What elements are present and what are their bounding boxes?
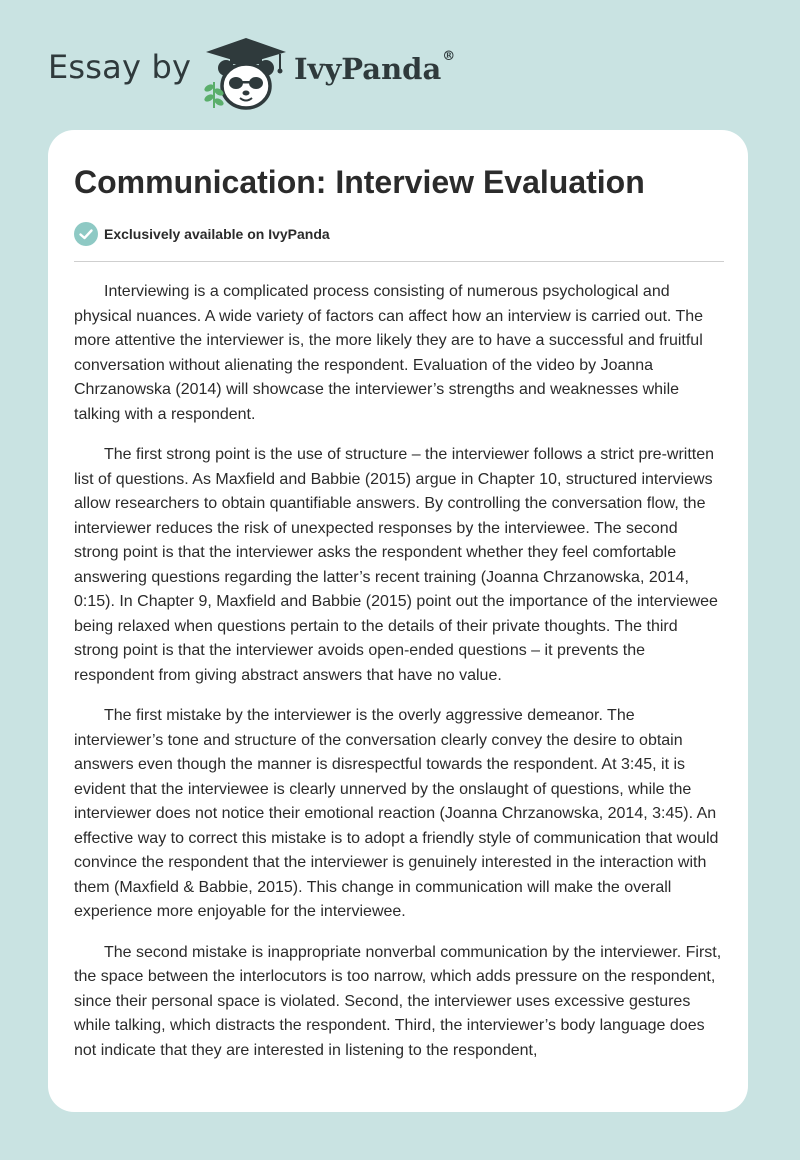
article-body [74,280,724,1079]
article-title: Communication: Interview Evaluation [74,164,645,200]
panda-graduate-logo-icon[interactable] [200,36,292,112]
exclusive-badge [74,222,330,246]
brand-name-text: IvyPanda [294,52,442,86]
paragraph: The first strong point is the use of structure – the interviewer follows a strict pre-written list of questions. As Maxfield and Babbie (2015) argue in Chapter 10, structured interviews allow researchers to obtain quantifiable answers. By controlling the conversation flow, the interviewer reduces the risk of unexpected responses by the interviewee. The second strong point is that the interviewer asks the respondent whether they feel comfortable answering questions regarding the latter’s recent training (Joanna Chrzanowska, 2014, 0:15). In Chapter 9, Maxfield and Babbie (2015) point out the importance of the interviewee being relaxed when questions pertain to the details of their private thoughts. The third strong point is that the interviewer avoids open-ended questions – it prevents the respondent from giving abstract answers that have no value. [74,446,718,684]
paragraph: The first mistake by the interviewer is the overly aggressive demeanor. The interviewer’s tone and structure of the conversation clearly convey the desire to obtain answers even though the manner is disrespectful towards the respondent. At 3:45, it is evident that the interviewee is clearly unnerved by the onslaught of questions, while the interviewer does not notice their emotional reaction (Joanna Chrzanowska, 2014, 3:45). An effective way to correct this mistake is to adopt a friendly style of communication that would convince the respondent that the interviewer is genuinely interested in the interaction with them (Maxfield & Babbie, 2015). This change in communication will make the overall experience more enjoyable for the interviewee. [74,707,719,920]
site-header [0,0,800,120]
check-circle-icon [74,222,98,246]
brand-name[interactable] [294,49,456,86]
exclusive-badge-label: Exclusively available on IvyPanda [104,226,330,242]
paragraph: Interviewing is a complicated process consisting of numerous psychological and physical nuances. A wide variety of factors can affect how an interview is carried out. The more attentive the interviewer is, the more likely they are to have a successful and fruitful conversation without alienating the respondent. Evaluation of the video by Joanna Chrzanowska (2014) will showcase the interviewer’s strengths and weaknesses while talking with a respondent. [74,283,704,423]
article-card [48,130,748,1112]
brand-prefix: Essay by [48,48,192,86]
title-divider [74,261,724,262]
paragraph: The second mistake is inappropriate nonverbal communication by the interviewer. First, the space between the interlocutors is too narrow, which adds pressure on the respondent, since their personal space is violated. Second, the interviewer uses excessive gestures while talking, which distracts the respondent. Third, the interviewer’s body language does not indicate that they are interested in listening to the respondent, [74,943,722,1059]
registered-mark: ® [442,49,456,65]
